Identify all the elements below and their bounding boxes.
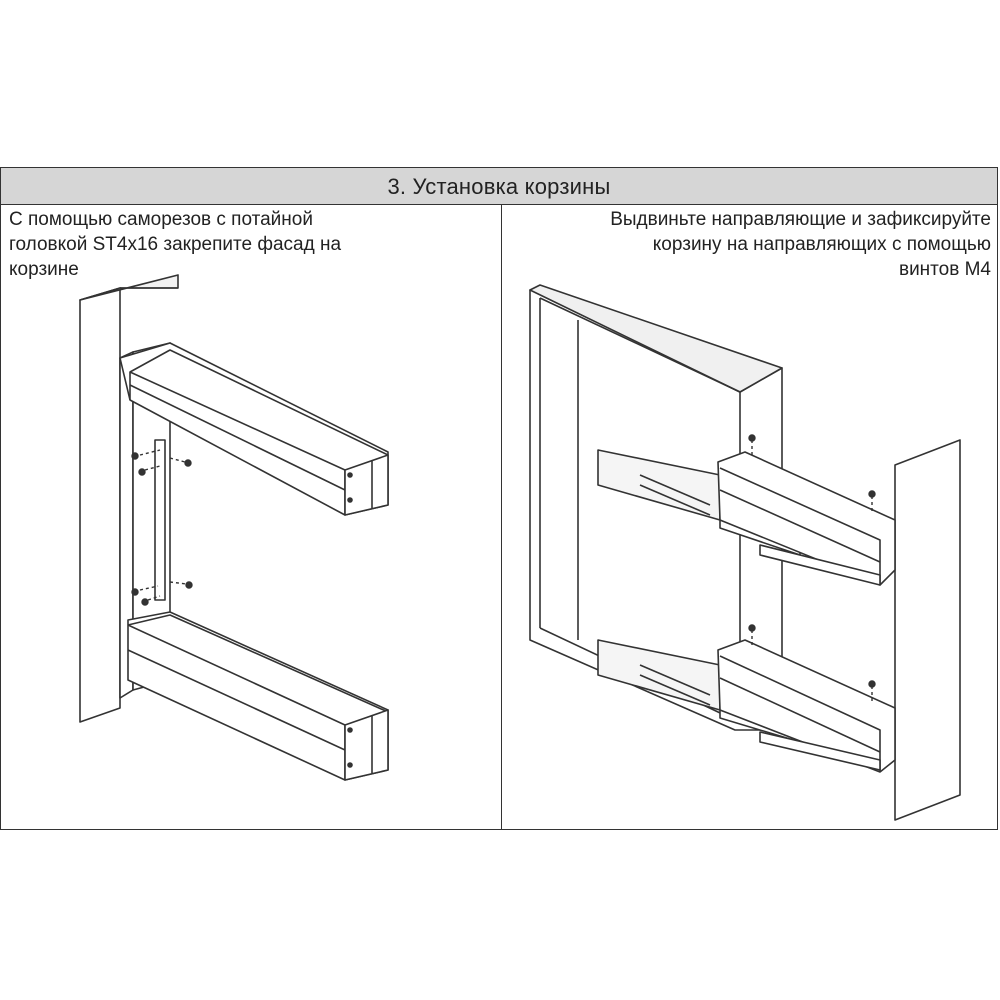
- right-instruction-text: Выдвиньте направляющие и зафиксируйте корзину на направляющих с помощью винтов М4: [610, 209, 991, 280]
- left-instruction-text: С помощью саморезов с потайной головкой ST4x16 закрепите фасад на корзине: [9, 209, 342, 280]
- side-panel: [895, 440, 960, 820]
- section-title: 3. Установка корзины: [387, 174, 611, 199]
